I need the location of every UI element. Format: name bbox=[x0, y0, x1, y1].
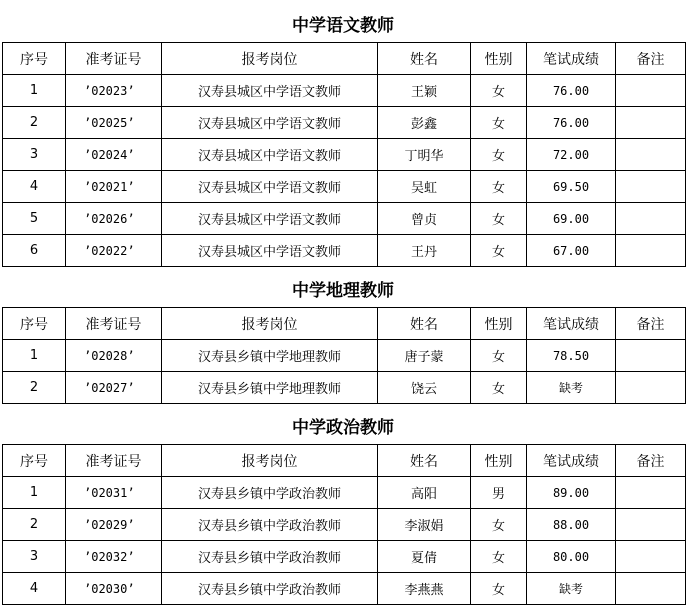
score-cell: 80.00 bbox=[527, 541, 616, 573]
score-cell: 缺考 bbox=[527, 573, 616, 605]
score-cell: 72.00 bbox=[527, 139, 616, 171]
seq-cell: 1 bbox=[3, 340, 66, 372]
score-cell: 88.00 bbox=[527, 509, 616, 541]
name-cell: 彭鑫 bbox=[378, 107, 471, 139]
gender-cell: 女 bbox=[471, 372, 527, 404]
remark-cell bbox=[616, 171, 686, 203]
column-header: 报考岗位 bbox=[162, 308, 378, 340]
position-cell: 汉寿县城区中学语文教师 bbox=[162, 107, 378, 139]
position-cell: 汉寿县乡镇中学政治教师 bbox=[162, 509, 378, 541]
remark-cell bbox=[616, 203, 686, 235]
header-row bbox=[3, 445, 686, 477]
exam-id-cell: ’02021’ bbox=[66, 171, 162, 203]
results-table-chinese bbox=[2, 42, 686, 267]
gender-cell: 女 bbox=[471, 203, 527, 235]
table-row bbox=[3, 203, 686, 235]
seq-cell: 4 bbox=[3, 573, 66, 605]
column-header: 性别 bbox=[471, 308, 527, 340]
seq-cell: 2 bbox=[3, 372, 66, 404]
gender-cell: 女 bbox=[471, 235, 527, 267]
remark-cell bbox=[616, 541, 686, 573]
column-header: 姓名 bbox=[378, 445, 471, 477]
column-header: 准考证号 bbox=[66, 43, 162, 75]
gender-cell: 男 bbox=[471, 477, 527, 509]
gender-cell: 女 bbox=[471, 107, 527, 139]
remark-cell bbox=[616, 75, 686, 107]
column-header: 报考岗位 bbox=[162, 445, 378, 477]
remark-cell bbox=[616, 340, 686, 372]
gender-cell: 女 bbox=[471, 75, 527, 107]
seq-cell: 1 bbox=[3, 477, 66, 509]
gender-cell: 女 bbox=[471, 171, 527, 203]
name-cell: 饶云 bbox=[378, 372, 471, 404]
score-cell: 69.00 bbox=[527, 203, 616, 235]
position-cell: 汉寿县乡镇中学地理教师 bbox=[162, 372, 378, 404]
column-header: 姓名 bbox=[378, 308, 471, 340]
exam-id-cell: ’02032’ bbox=[66, 541, 162, 573]
remark-cell bbox=[616, 139, 686, 171]
results-table-politics bbox=[2, 444, 686, 605]
column-header: 备注 bbox=[616, 308, 686, 340]
table-row bbox=[3, 573, 686, 605]
exam-id-cell: ’02029’ bbox=[66, 509, 162, 541]
remark-cell bbox=[616, 509, 686, 541]
remark-cell bbox=[616, 107, 686, 139]
position-cell: 汉寿县乡镇中学政治教师 bbox=[162, 541, 378, 573]
seq-cell: 3 bbox=[3, 139, 66, 171]
remark-cell bbox=[616, 235, 686, 267]
position-cell: 汉寿县城区中学语文教师 bbox=[162, 171, 378, 203]
exam-id-cell: ’02026’ bbox=[66, 203, 162, 235]
score-cell: 67.00 bbox=[527, 235, 616, 267]
exam-id-cell: ’02023’ bbox=[66, 75, 162, 107]
exam-id-cell: ’02025’ bbox=[66, 107, 162, 139]
gender-cell: 女 bbox=[471, 139, 527, 171]
table-row bbox=[3, 477, 686, 509]
name-cell: 王丹 bbox=[378, 235, 471, 267]
position-cell: 汉寿县城区中学语文教师 bbox=[162, 75, 378, 107]
name-cell: 夏倩 bbox=[378, 541, 471, 573]
gender-cell: 女 bbox=[471, 573, 527, 605]
score-cell: 89.00 bbox=[527, 477, 616, 509]
header-row bbox=[3, 43, 686, 75]
name-cell: 曾贞 bbox=[378, 203, 471, 235]
seq-cell: 4 bbox=[3, 171, 66, 203]
exam-id-cell: ’02027’ bbox=[66, 372, 162, 404]
section-title-politics: 中学政治教师 bbox=[292, 418, 394, 438]
exam-id-cell: ’02030’ bbox=[66, 573, 162, 605]
remark-cell bbox=[616, 372, 686, 404]
name-cell: 李淑娟 bbox=[378, 509, 471, 541]
table-row bbox=[3, 107, 686, 139]
exam-id-cell: ’02024’ bbox=[66, 139, 162, 171]
column-header: 备注 bbox=[616, 43, 686, 75]
score-cell: 78.50 bbox=[527, 340, 616, 372]
score-cell: 76.00 bbox=[527, 107, 616, 139]
position-cell: 汉寿县城区中学语文教师 bbox=[162, 203, 378, 235]
seq-cell: 5 bbox=[3, 203, 66, 235]
table-row bbox=[3, 75, 686, 107]
gender-cell: 女 bbox=[471, 509, 527, 541]
seq-cell: 1 bbox=[3, 75, 66, 107]
gender-cell: 女 bbox=[471, 541, 527, 573]
column-header: 笔试成绩 bbox=[527, 308, 616, 340]
position-cell: 汉寿县城区中学语文教师 bbox=[162, 235, 378, 267]
column-header: 序号 bbox=[3, 445, 66, 477]
score-cell: 69.50 bbox=[527, 171, 616, 203]
column-header: 姓名 bbox=[378, 43, 471, 75]
exam-id-cell: ’02028’ bbox=[66, 340, 162, 372]
gender-cell: 女 bbox=[471, 340, 527, 372]
table-row bbox=[3, 541, 686, 573]
seq-cell: 6 bbox=[3, 235, 66, 267]
table-row bbox=[3, 139, 686, 171]
results-table-geography bbox=[2, 307, 686, 404]
column-header: 序号 bbox=[3, 308, 66, 340]
remark-cell bbox=[616, 573, 686, 605]
column-header: 笔试成绩 bbox=[527, 43, 616, 75]
table-row bbox=[3, 340, 686, 372]
score-cell: 缺考 bbox=[527, 372, 616, 404]
seq-cell: 2 bbox=[3, 107, 66, 139]
section-title-geography: 中学地理教师 bbox=[292, 281, 394, 301]
name-cell: 李燕燕 bbox=[378, 573, 471, 605]
column-header: 性别 bbox=[471, 445, 527, 477]
name-cell: 王颖 bbox=[378, 75, 471, 107]
name-cell: 唐子蒙 bbox=[378, 340, 471, 372]
column-header: 备注 bbox=[616, 445, 686, 477]
seq-cell: 2 bbox=[3, 509, 66, 541]
score-cell: 76.00 bbox=[527, 75, 616, 107]
table-row bbox=[3, 509, 686, 541]
table-row bbox=[3, 235, 686, 267]
position-cell: 汉寿县乡镇中学地理教师 bbox=[162, 340, 378, 372]
position-cell: 汉寿县乡镇中学政治教师 bbox=[162, 477, 378, 509]
name-cell: 高阳 bbox=[378, 477, 471, 509]
column-header: 准考证号 bbox=[66, 445, 162, 477]
column-header: 性别 bbox=[471, 43, 527, 75]
exam-id-cell: ’02022’ bbox=[66, 235, 162, 267]
seq-cell: 3 bbox=[3, 541, 66, 573]
column-header: 准考证号 bbox=[66, 308, 162, 340]
name-cell: 吴虹 bbox=[378, 171, 471, 203]
exam-id-cell: ’02031’ bbox=[66, 477, 162, 509]
section-title-chinese: 中学语文教师 bbox=[292, 16, 394, 36]
table-row bbox=[3, 171, 686, 203]
column-header: 序号 bbox=[3, 43, 66, 75]
table-row bbox=[3, 372, 686, 404]
name-cell: 丁明华 bbox=[378, 139, 471, 171]
column-header: 笔试成绩 bbox=[527, 445, 616, 477]
column-header: 报考岗位 bbox=[162, 43, 378, 75]
remark-cell bbox=[616, 477, 686, 509]
header-row bbox=[3, 308, 686, 340]
position-cell: 汉寿县城区中学语文教师 bbox=[162, 139, 378, 171]
position-cell: 汉寿县乡镇中学政治教师 bbox=[162, 573, 378, 605]
